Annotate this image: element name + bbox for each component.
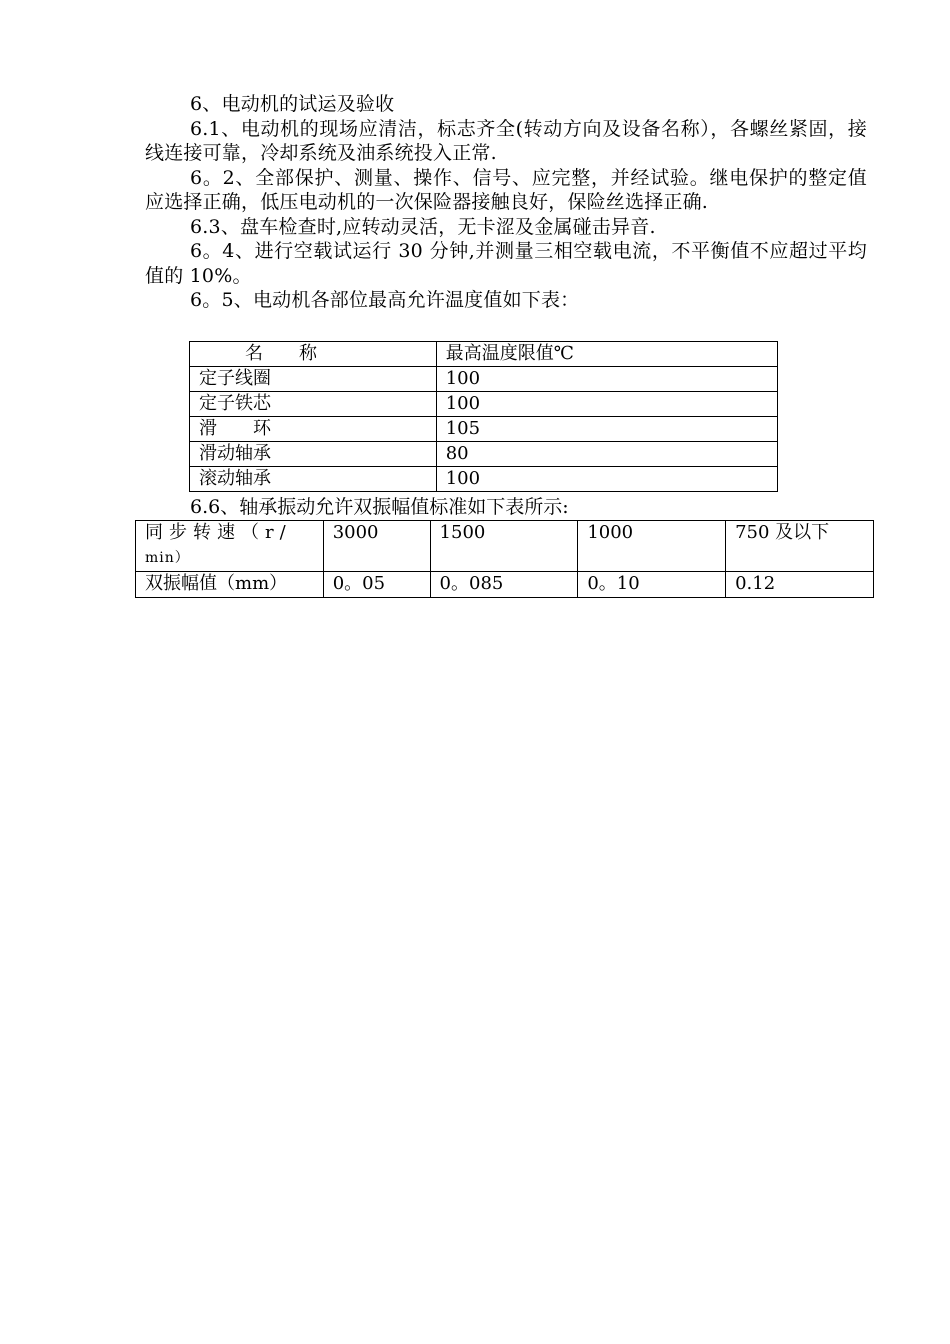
table-row: [190, 367, 778, 392]
row-value-cell: 105: [436, 417, 777, 442]
header-name-cell: 名 称: [190, 342, 437, 367]
speed-value-cell: 1500: [430, 521, 578, 572]
row-name-cell: 滑 环: [190, 417, 437, 442]
speed-label-part-b: min）: [145, 550, 190, 566]
speed-value-cell: 3000: [323, 521, 430, 572]
paragraph-6-1: 6.1、电动机的现场应清洁，标志齐全(转动方向及设备名称），各螺丝紧固，接线连接可靠，冷却系统及油系统投入正常.: [145, 117, 867, 164]
speed-label-cell: [136, 521, 324, 572]
amplitude-value-cell: 0。10: [578, 572, 726, 598]
row-name-cell: 定子线圈: [190, 367, 437, 392]
amplitude-value-cell: 0。05: [323, 572, 430, 598]
table-row: [190, 467, 778, 492]
row-value-cell: 80: [436, 442, 777, 467]
paragraph-6-2: 6。2、全部保护、测量、操作、信号、应完整，并经试验。继电保护的整定值应选择正确，低压电动机的一次保险器接触良好，保险丝选择正确.: [145, 166, 867, 213]
paragraph-6-4: 6。4、进行空载试运行 30 分钟,并测量三相空载电流，不平衡值不应超过平均值的 10%。: [145, 240, 867, 287]
row-value-cell: 100: [436, 392, 777, 417]
table-row: [190, 417, 778, 442]
body-text: [145, 92, 867, 313]
row-value-cell: 100: [436, 467, 777, 492]
table-row: [190, 442, 778, 467]
paragraph-6-6: 6.6、轴承振动允许双振幅值标准如下表所示:: [190, 496, 569, 518]
section-heading: 6、电动机的试运及验收: [190, 93, 395, 115]
amplitude-label-cell: 双振幅值（mm）: [136, 572, 324, 598]
table-header-row: [190, 342, 778, 367]
header-value-cell: 最高温度限值℃: [436, 342, 777, 367]
amplitude-value-cell: 0。085: [430, 572, 578, 598]
speed-value-cell: 750 及以下: [726, 521, 874, 572]
row-name-cell: 定子铁芯: [190, 392, 437, 417]
vibration-table: [135, 520, 874, 598]
table-row: [190, 392, 778, 417]
row-name-cell: 滑动轴承: [190, 442, 437, 467]
speed-value-cell: 1000: [578, 521, 726, 572]
speed-row: [136, 521, 874, 572]
paragraph-6-3: 6.3、盘车检查时,应转动灵活，无卡涩及金属碰击异音.: [190, 215, 656, 238]
paragraph-6-5: 6。5、电动机各部位最高允许温度值如下表：: [190, 289, 580, 311]
amplitude-row: [136, 572, 874, 598]
row-value-cell: 100: [436, 367, 777, 392]
amplitude-value-cell: 0.12: [726, 572, 874, 598]
speed-label-part-a: 同步转速（r/: [145, 522, 292, 543]
temperature-limit-table: [189, 341, 778, 492]
row-name-cell: 滚动轴承: [190, 467, 437, 492]
